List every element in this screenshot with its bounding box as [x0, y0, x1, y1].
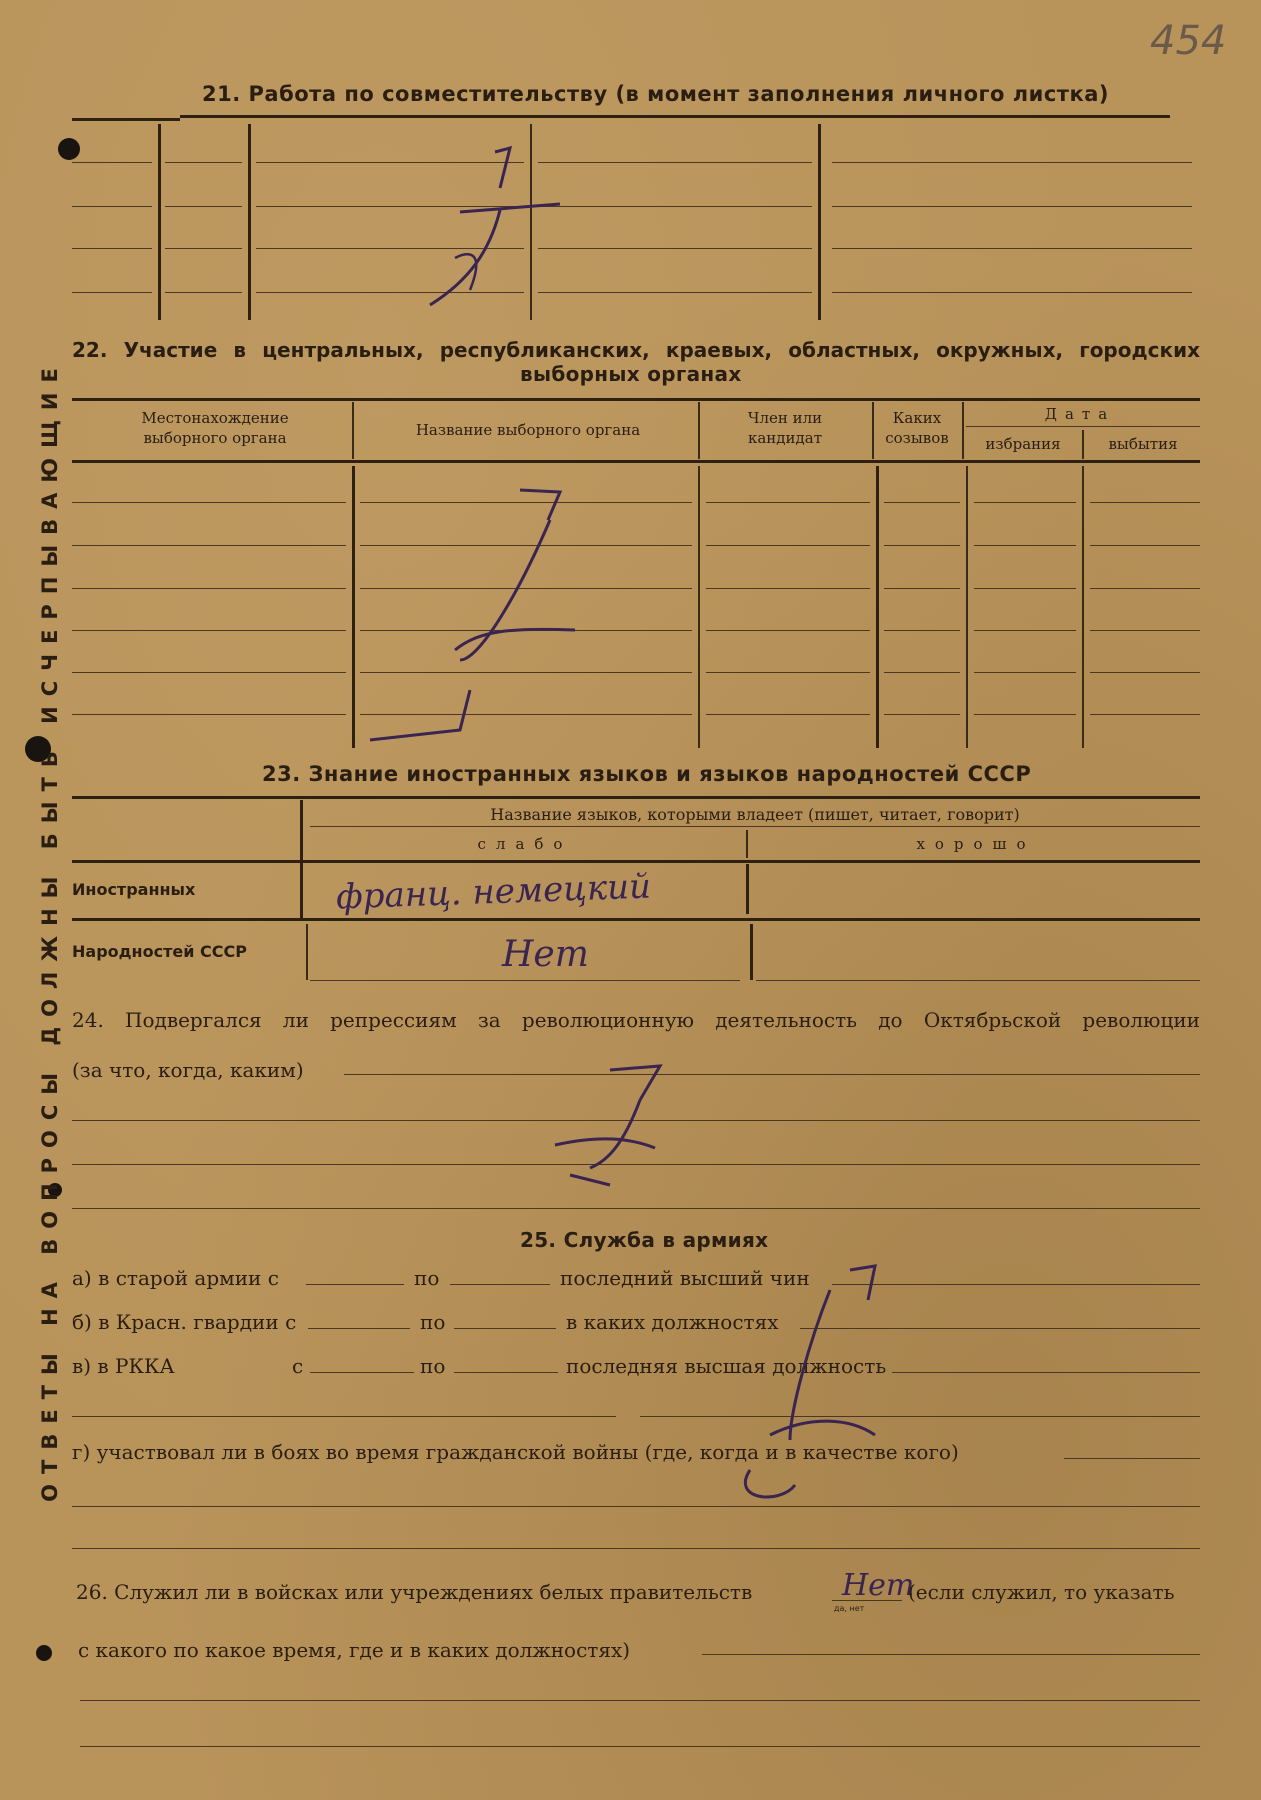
foreign-label: Иностранных: [72, 880, 196, 899]
section-22-title: 22. Участие в центральных, республиканских, краевых, областных, окружных, городских: [72, 338, 1200, 362]
ussr-label: Народностей СССР: [72, 942, 247, 961]
col-date-left: выбытия: [1108, 435, 1178, 453]
section-23-title: 23. Знание иностранных языков и языков народностей СССР: [262, 762, 1032, 786]
section-24-line1: 24. Подвергался ли репрессиям за революционную деятельность до Октябрьской революции: [72, 1008, 1200, 1032]
weak-header: слабо: [477, 835, 573, 853]
strike-mark: [360, 480, 620, 760]
army-c-s: с: [292, 1354, 304, 1378]
army-c-po: по: [420, 1354, 446, 1378]
good-header: хорошо: [916, 835, 1036, 853]
page-number: 454: [1150, 18, 1227, 64]
strike-mark: [500, 1050, 700, 1200]
punch-hole: [36, 1645, 52, 1661]
foreign-weak-value: франц. немецкий: [335, 866, 652, 918]
army-b-label: б) в Красн. гвардии с: [72, 1310, 297, 1334]
army-b-po: по: [420, 1310, 446, 1334]
army-a-label: а) в старой армии с: [72, 1266, 279, 1290]
section-22-title-2: выборных органах: [520, 362, 742, 386]
section-26-line1b: (если служил, то указать: [908, 1580, 1175, 1604]
army-d-label: г) участвовал ли в боях во время гражданской войны (где, когда и в качестве кого): [72, 1440, 959, 1464]
side-instruction: ОТВЕТЫ НА ВОПРОСЫ ДОЛЖНЫ БЫТЬ ИСЧЕРПЫВАЮЩИЕ: [38, 358, 62, 1502]
section-24-line2: (за что, когда, каким): [72, 1058, 304, 1082]
strike-mark: [690, 1260, 910, 1510]
col-name: Название выборного органа: [415, 421, 641, 439]
section-26-line2: с какого по какое время, где и в каких должностях): [78, 1638, 631, 1662]
col-date: Дата: [1044, 405, 1116, 423]
ussr-weak-value: Нет: [502, 934, 589, 975]
section-21-title: 21. Работа по совместительству (в момент заполнения личного листка): [202, 82, 1109, 106]
section-25-title: 25. Служба в армиях: [520, 1228, 769, 1252]
col-date-elected: избрания: [985, 435, 1061, 453]
army-c-label: в) в РККА: [72, 1354, 175, 1378]
strike-mark: [400, 140, 580, 320]
col-member: Член или кандидат: [747, 409, 823, 447]
army-c-pos: последняя высшая должность: [566, 1354, 887, 1378]
languages-header: Название языков, которыми владеет (пишет, читает, говорит): [490, 805, 1020, 824]
col-convocations: Каких созывов: [885, 409, 949, 447]
army-b-pos: в каких должностях: [566, 1310, 779, 1334]
section-26-answer: Нет: [842, 1568, 915, 1603]
punch-hole: [58, 138, 80, 160]
army-a-po: по: [414, 1266, 440, 1290]
col-location: Местонахождение выборного органа: [141, 409, 289, 447]
army-a-rank: последний высший чин: [560, 1266, 810, 1290]
section-26-small: да, нет: [834, 1604, 865, 1613]
section-26-line1a: 26. Служил ли в войсках или учреждениях белых правительств: [76, 1580, 753, 1604]
